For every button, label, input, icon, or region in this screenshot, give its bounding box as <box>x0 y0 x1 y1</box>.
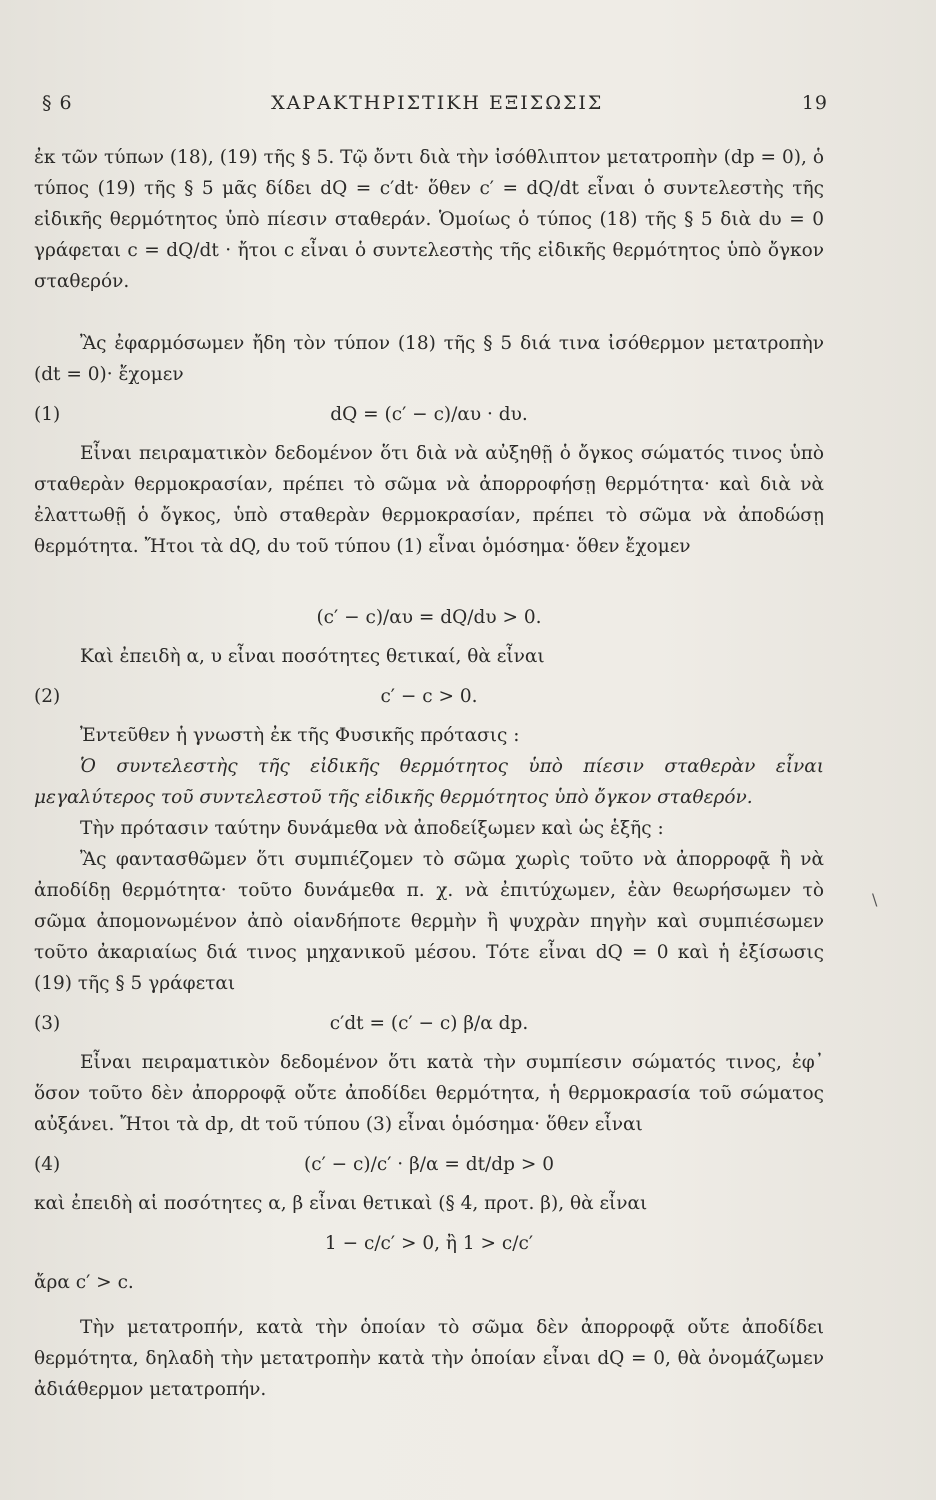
paragraph-11: ἄρα c′ > c. <box>34 1272 134 1293</box>
page-body <box>34 142 824 1405</box>
running-header <box>42 92 828 114</box>
equation-2 <box>34 672 824 720</box>
equation-5 <box>34 1219 824 1267</box>
paragraph-12: Τὴν μετατροπήν, κατὰ τὴν ὁποίαν τὸ σῶμα δὲν ἀπορροφᾷ οὔτε ἀποδίδει θερμότητα, δηλαδὴ τὴν μετατροπὴν κατὰ τὴν ὁποίαν εἶναι dQ = 0, θὰ ὀνομάζωμεν ἀδιάθερμον μετατροπήν. <box>34 1317 824 1400</box>
equation-number: (2) <box>34 685 61 707</box>
paragraph-3: Εἶναι πειραματικὸν δεδομένον ὅτι διὰ νὰ αὐξηθῇ ὁ ὄγκος σώματός τινος ὑπὸ σταθερὰν θερμοκρασίαν, πρέπει τὸ σῶμα νὰ ἀπορροφήσῃ θερμότητα· καὶ διὰ νὰ ἐλαττωθῇ ὁ ὄγκος, ὑπὸ σταθερὰν θερμοκρασίαν, πρέπει τὸ σῶμα νὰ ἀποδώσῃ θερμότητα. Ἤτοι τὰ dQ, dυ τοῦ τύπου (1) εἶναι ὁμόσημα· ὅθεν ἔχομεν <box>34 443 824 557</box>
chapter-title: ΧΑΡΑΚΤΗΡΙΣΤΙΚΗ ΕΞΙΣΩΣΙΣ <box>271 92 604 114</box>
paragraph-5: Ἐντεῦθεν ἡ γνωστὴ ἐκ τῆς Φυσικῆς πρότασις : <box>80 725 520 746</box>
equation-number: (1) <box>34 403 61 425</box>
paragraph-1: ἐκ τῶν τύπων (18), (19) τῆς § 5. Τῷ ὄντι διὰ τὴν ἰσόθλιπτον μετατροπὴν (dp = 0), ὁ τύπος (19) τῆς § 5 μᾶς δίδει dQ = c′dt· ὅθεν c′ = dQ/dt εἶναι ὁ συντελεστὴς τῆς εἰδικῆς θερμότητος ὑπὸ πίεσιν σταθεράν. Ὁμοίως ὁ τύπος (18) τῆς § 5 διὰ dυ = 0 γράφεται c = dQ/dt · ἤτοι c εἶναι ὁ συντελεστὴς τῆς εἰδικῆς θερμότητος ὑπὸ ὄγκον σταθερόν. <box>34 147 824 292</box>
paragraph-4: Καὶ ἐπειδὴ α, υ εἶναι ποσότητες θετικαί, θὰ εἶναι <box>80 646 545 667</box>
equation-number: (4) <box>34 1153 61 1175</box>
paragraph-8: Ἂς φαντασθῶμεν ὅτι συμπιέζομεν τὸ σῶμα χωρὶς τοῦτο νὰ ἀπορροφᾷ ἢ νὰ ἀποδίδῃ θερμότητα· τοῦτο δυνάμεθα π. χ. νὰ ἐπιτύχωμεν, ἐὰν θεωρήσωμεν τὸ σῶμα ἀπομονωμένον ἀπὸ οἱανδήποτε θερμὴν ἢ ψυχρὰν πηγὴν καὶ συμπιέσωμεν τοῦτο ἀκαριαίως διά τινος μηχανικοῦ μέσου. Τότε εἶναι dQ = 0 καὶ ἡ ἐξίσωσις (19) τῆς § 5 γράφεται <box>34 849 824 994</box>
equation-expression: dQ = (c′ − c)/αυ · dυ. <box>330 403 528 425</box>
page-number: 19 <box>801 92 828 114</box>
stray-mark: \ <box>872 890 878 909</box>
equation-1 <box>34 390 824 438</box>
equation-expression: (c′ − c)/c′ · β/α = dt/dp > 0 <box>304 1153 554 1175</box>
equation-expression: (c′ − c)/αυ = dQ/dυ > 0. <box>316 606 542 628</box>
paragraph-10: καὶ ἐπειδὴ αἱ ποσότητες α, β εἶναι θετικαὶ (§ 4, προτ. β), θὰ εἶναι <box>34 1193 648 1214</box>
equation-expression: 1 − c/c′ > 0, ἢ 1 > c/c′ <box>324 1232 534 1254</box>
equation-expression: c′ − c > 0. <box>380 685 478 707</box>
equation-1b <box>34 593 824 641</box>
paragraph-2: Ἂς ἐφαρμόσωμεν ἤδη τὸν τύπον (18) τῆς § 5 διά τινα ἰσόθερμον μετατροπὴν (dt = 0)· ἔχομεν <box>34 333 824 385</box>
section-mark: § 6 <box>42 92 73 114</box>
paragraph-9: Εἶναι πειραματικὸν δεδομένον ὅτι κατὰ τὴν συμπίεσιν σώματός τινος, ἐφ᾽ ὅσον τοῦτο δὲν ἀπορροφᾷ οὔτε ἀποδίδει θερμότητα, ἡ θερμοκρασία τοῦ σώματος αὐξάνει. Ἤτοι τὰ dp, dt τοῦ τύπου (3) εἶναι ὁμόσημα· ὅθεν εἶναι <box>34 1052 824 1135</box>
equation-4 <box>34 1140 824 1188</box>
equation-expression: c′dt = (c′ − c) β/α dp. <box>329 1012 529 1034</box>
equation-3 <box>34 999 824 1047</box>
theorem-statement: Ὁ συντελεστὴς τῆς εἰδικῆς θερμότητος ὑπὸ πίεσιν σταθερὰν εἶναι μεγαλύτερος τοῦ συντελεστοῦ τῆς εἰδικῆς θερμότητος ὑπὸ ὄγκον σταθερόν. <box>34 756 824 808</box>
paragraph-7: Τὴν πρότασιν ταύτην δυνάμεθα νὰ ἀποδείξωμεν καὶ ὡς ἑξῆς : <box>80 818 664 839</box>
equation-number: (3) <box>34 1012 61 1034</box>
